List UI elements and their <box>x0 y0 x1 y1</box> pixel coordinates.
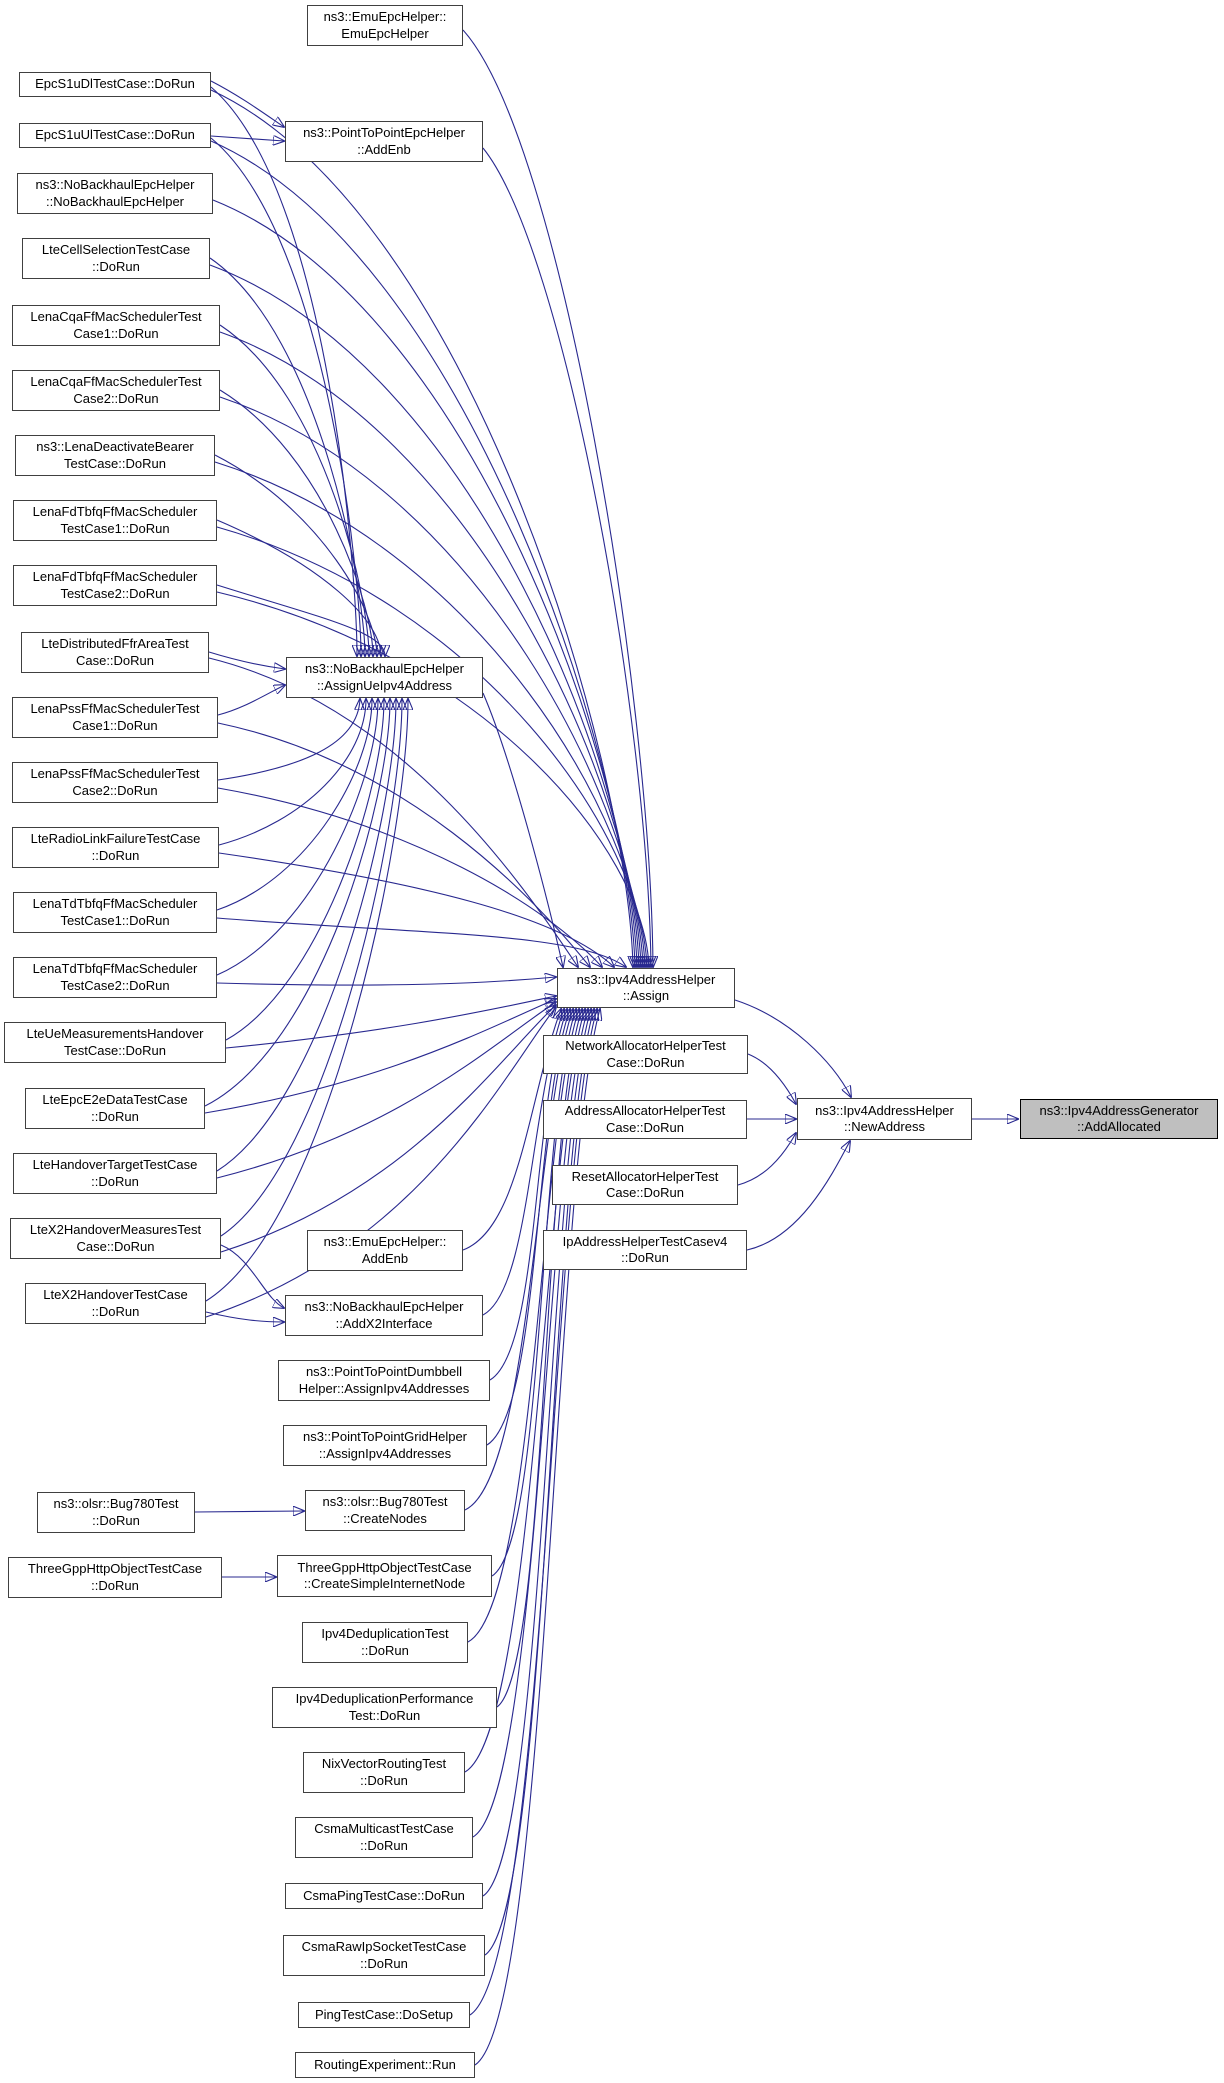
graph-node-label: LteX2HandoverTestCase <box>43 1287 188 1302</box>
edge-L13-R1 <box>219 853 614 967</box>
graph-node-label: ns3::PointToPointEpcHelper <box>303 125 465 140</box>
graph-node-L7[interactable] <box>15 435 215 476</box>
graph-node-label: LenaCqaFfMacSchedulerTest <box>30 309 202 324</box>
graph-node-M7[interactable] <box>283 1425 487 1466</box>
graph-node-label: CsmaPingTestCase::DoRun <box>303 1887 465 1903</box>
graph-node-label: ::DoRun <box>92 1512 140 1528</box>
graph-node-label: ThreeGppHttpObjectTestCase <box>297 1559 472 1575</box>
graph-node-label: ns3::PointToPointDumbbell <box>305 1364 463 1379</box>
graph-node-L4[interactable] <box>22 238 210 279</box>
graph-node-label: ns3::Ipv4AddressGenerator <box>1039 1102 1199 1118</box>
graph-node-label: ::AddAllocated <box>1077 1119 1161 1134</box>
graph-node-R3[interactable] <box>543 1100 747 1139</box>
graph-node-label: Case2::DoRun <box>73 390 159 406</box>
edge-L18-M3 <box>217 699 396 1171</box>
graph-node-label: Case::DoRun <box>605 1185 685 1200</box>
graph-node-label: ThreeGppHttpObjectTestCase <box>27 1561 203 1576</box>
graph-node-label: AddressAllocatorHelperTest <box>564 1103 726 1118</box>
graph-node-L12[interactable] <box>12 762 218 803</box>
graph-node-label: ::DoRun <box>91 847 140 863</box>
graph-node-label: NixVectorRoutingTest <box>321 1756 447 1771</box>
edge-L3-R1 <box>213 200 637 967</box>
graph-node-L22[interactable] <box>8 1557 222 1598</box>
edge-L1-M3 <box>211 87 357 656</box>
graph-node-label: LteEpcE2eDataTestCase <box>42 1092 188 1107</box>
edge-L19-R1 <box>221 1005 556 1252</box>
graph-node-M15[interactable] <box>283 1935 485 1976</box>
graph-node-label: LteRadioLinkFailureTestCase <box>30 831 201 846</box>
graph-node-label: ns3::NoBackhaulEpcHelper <box>305 661 464 676</box>
edge-L5-R1 <box>220 332 641 967</box>
edge-R2-R6 <box>748 1054 796 1104</box>
graph-node-label: CsmaRawIpSocketTestCase <box>301 1939 467 1954</box>
edge-R1-R6 <box>735 1000 851 1097</box>
graph-node-L9[interactable] <box>13 565 217 606</box>
graph-node-M5[interactable] <box>285 1295 483 1336</box>
graph-node-label: LteX2HandoverMeasuresTest <box>29 1222 202 1237</box>
graph-node-M1[interactable] <box>307 5 463 46</box>
graph-node-L13[interactable] <box>12 827 219 868</box>
graph-node-label: LenaFdTbfqFfMacScheduler <box>32 504 198 519</box>
graph-node-label: ::DoRun <box>91 1173 139 1189</box>
graph-node-label: ::CreateSimpleInternetNode <box>303 1576 466 1591</box>
graph-node-label: ::DoRun <box>91 1108 139 1124</box>
graph-node-label: ::AddX2Interface <box>335 1315 433 1331</box>
graph-node-label: ::DoRun <box>621 1250 669 1265</box>
edge-M15-R1 <box>485 1009 594 1955</box>
graph-node-label: ::Assign <box>622 988 670 1003</box>
edge-M2-R1 <box>483 148 651 967</box>
edge-L8-R1 <box>217 527 647 967</box>
graph-node-L11[interactable] <box>12 697 218 738</box>
graph-node-M9[interactable] <box>277 1555 492 1597</box>
edge-L12-M3 <box>218 699 360 780</box>
graph-node-L5[interactable] <box>12 305 220 346</box>
graph-node-L10[interactable] <box>21 632 209 673</box>
edge-L1-M2 <box>211 81 284 127</box>
graph-node-label: ::NoBackhaulEpcHelper <box>45 193 185 209</box>
edge-L21-M8 <box>195 1511 304 1512</box>
graph-node-label: LenaPssFfMacSchedulerTest <box>30 701 200 716</box>
graph-node-label: LenaTdTbfqFfMacScheduler <box>32 961 198 976</box>
edge-L16-M3 <box>226 699 384 1040</box>
graph-node-R1[interactable] <box>557 968 735 1008</box>
graph-node-label: ns3::LenaDeactivateBearer <box>36 439 194 454</box>
graph-node-label: ns3::EmuEpcHelper:: <box>323 1234 447 1249</box>
graph-node-M16[interactable] <box>298 2002 470 2028</box>
edge-L2-M2 <box>211 136 284 141</box>
graph-node-label: TestCase2::DoRun <box>60 977 170 993</box>
graph-node-label: TestCase1::DoRun <box>60 520 170 536</box>
graph-node-label: LteDistributedFfrAreaTest <box>41 636 189 651</box>
graph-node-label: ::DoRun <box>360 1772 408 1788</box>
graph-node-label: AddEnb <box>361 1250 409 1266</box>
graph-node-R4[interactable] <box>552 1165 738 1205</box>
graph-node-M8[interactable] <box>305 1490 465 1531</box>
graph-node-M3[interactable] <box>286 657 483 698</box>
edge-L10-R1 <box>209 658 578 967</box>
edge-M1-R1 <box>463 30 653 967</box>
graph-node-R6[interactable] <box>797 1098 972 1140</box>
graph-node-label: Case::DoRun <box>605 1119 685 1135</box>
graph-node-label: TestCase::DoRun <box>64 1042 166 1058</box>
graph-node-L20[interactable] <box>25 1283 206 1324</box>
graph-node-M6[interactable] <box>278 1360 490 1401</box>
graph-node-label: TestCase::DoRun <box>64 455 166 471</box>
graph-node-L3[interactable] <box>17 173 213 214</box>
graph-node-label: IpAddressHelperTestCasev4 <box>562 1233 728 1249</box>
graph-node-label: LenaTdTbfqFfMacScheduler <box>32 896 198 911</box>
graph-node-label: LteUeMeasurementsHandover <box>26 1026 204 1041</box>
graph-node-M13[interactable] <box>295 1817 473 1858</box>
graph-node-label: LteCellSelectionTestCase <box>41 242 191 257</box>
graph-node-L8[interactable] <box>13 500 217 541</box>
edge-L11-M3 <box>218 685 285 715</box>
graph-node-label: LenaPssFfMacSchedulerTest <box>30 766 200 781</box>
edge-L20-M3 <box>206 699 408 1301</box>
graph-node-label: Case::DoRun <box>75 652 155 668</box>
graph-node-R5[interactable] <box>543 1230 747 1270</box>
graph-node-M17[interactable] <box>295 2052 475 2078</box>
graph-node-label: RoutingExperiment::Run <box>314 2056 456 2072</box>
graph-node-label: LteHandoverTargetTestCase <box>32 1157 198 1172</box>
edge-L15-R1 <box>217 977 556 985</box>
graph-node-label: ns3::NoBackhaulEpcHelper <box>35 177 195 192</box>
edge-L19-M3 <box>221 699 402 1236</box>
edge-R5-R6 <box>747 1141 850 1250</box>
graph-node-label: EpcS1uDlTestCase::DoRun <box>35 76 195 92</box>
graph-node-label: TestCase2::DoRun <box>60 585 170 601</box>
graph-node-label: TestCase1::DoRun <box>60 912 170 928</box>
graph-node-label: ::DoRun <box>92 258 140 274</box>
graph-node-label: ::AddEnb <box>357 141 411 157</box>
graph-node-L19[interactable] <box>10 1218 221 1259</box>
graph-node-label: ::DoRun <box>361 1642 409 1658</box>
graph-node-label: ::DoRun <box>360 1955 408 1971</box>
graph-node-L15[interactable] <box>13 957 217 998</box>
graph-node-L17[interactable] <box>25 1088 205 1129</box>
graph-node-label: EpcS1uUlTestCase::DoRun <box>35 127 195 143</box>
graph-node-label: Test::DoRun <box>348 1707 421 1723</box>
edge-M3-R1 <box>483 693 563 967</box>
graph-node-label: ::AssignIpv4Addresses <box>318 1445 452 1461</box>
graph-node-label: LenaFdTbfqFfMacScheduler <box>32 569 198 584</box>
edge-L2-R1 <box>211 141 635 967</box>
graph-node-label: Case::DoRun <box>76 1238 155 1254</box>
graph-node-label: Ipv4DeduplicationTest <box>321 1626 449 1641</box>
graph-node-label: ns3::olsr::Bug780Test <box>322 1494 448 1509</box>
edge-L14-R1 <box>217 918 626 967</box>
graph-node-M11[interactable] <box>272 1687 497 1728</box>
graph-node-M14[interactable] <box>285 1883 483 1909</box>
graph-node-label: ::DoRun <box>91 1303 140 1319</box>
graph-node-L14[interactable] <box>13 892 217 933</box>
graph-node-M2[interactable] <box>285 121 483 162</box>
graph-node-label: Helper::AssignIpv4Addresses <box>298 1380 470 1396</box>
graph-node-label: ns3::olsr::Bug780Test <box>53 1496 179 1511</box>
graph-node-L2[interactable] <box>19 123 211 148</box>
graph-node-L6[interactable] <box>12 370 220 411</box>
graph-node-label: ns3::PointToPointGridHelper <box>302 1429 468 1444</box>
edge-L16-R1 <box>226 996 556 1048</box>
graph-node-label: ::NewAddress <box>844 1119 925 1134</box>
graph-node-label: ns3::EmuEpcHelper:: <box>323 9 447 24</box>
graph-node-label: ResetAllocatorHelperTest <box>571 1168 719 1184</box>
graph-node-label: EmuEpcHelper <box>341 25 429 41</box>
edge-R4-R6 <box>738 1133 796 1185</box>
graph-node-R7 <box>1020 1099 1218 1139</box>
graph-node-label: ::CreateNodes <box>343 1510 427 1526</box>
graph-node-R2[interactable] <box>543 1035 748 1074</box>
graph-node-M4[interactable] <box>307 1230 463 1271</box>
graph-node-label: Case::DoRun <box>606 1054 685 1070</box>
graph-node-label: ns3::NoBackhaulEpcHelper <box>304 1299 464 1314</box>
graph-node-label: ::AssignUeIpv4Address <box>316 677 453 693</box>
graph-node-L21[interactable] <box>37 1492 195 1533</box>
edge-L13-M3 <box>219 699 366 845</box>
graph-node-M12[interactable] <box>303 1752 465 1793</box>
graph-node-L18[interactable] <box>13 1153 217 1194</box>
graph-node-label: Case1::DoRun <box>73 325 159 341</box>
graph-node-label: CsmaMulticastTestCase <box>314 1821 454 1836</box>
graph-node-L1[interactable] <box>19 72 211 97</box>
graph-node-M10[interactable] <box>302 1622 468 1663</box>
edge-L15-M3 <box>217 699 378 975</box>
graph-node-label: ns3::Ipv4AddressHelper <box>576 971 716 987</box>
graph-node-label: LenaCqaFfMacSchedulerTest <box>30 374 202 389</box>
graph-node-label: ::DoRun <box>91 1577 139 1593</box>
graph-node-label: Case1::DoRun <box>72 717 158 733</box>
edge-L1-R1 <box>211 90 633 967</box>
edge-L5-M3 <box>220 325 369 656</box>
graph-node-label: PingTestCase::DoSetup <box>314 2006 454 2022</box>
graph-node-L16[interactable] <box>4 1022 226 1063</box>
graph-node-label: Case2::DoRun <box>72 782 158 798</box>
graph-node-label: NetworkAllocatorHelperTest <box>565 1038 726 1053</box>
graph-node-label: ::DoRun <box>360 1837 408 1853</box>
graph-node-label: Ipv4DeduplicationPerformance <box>295 1691 474 1706</box>
graph-node-label: ns3::Ipv4AddressHelper <box>815 1102 954 1118</box>
